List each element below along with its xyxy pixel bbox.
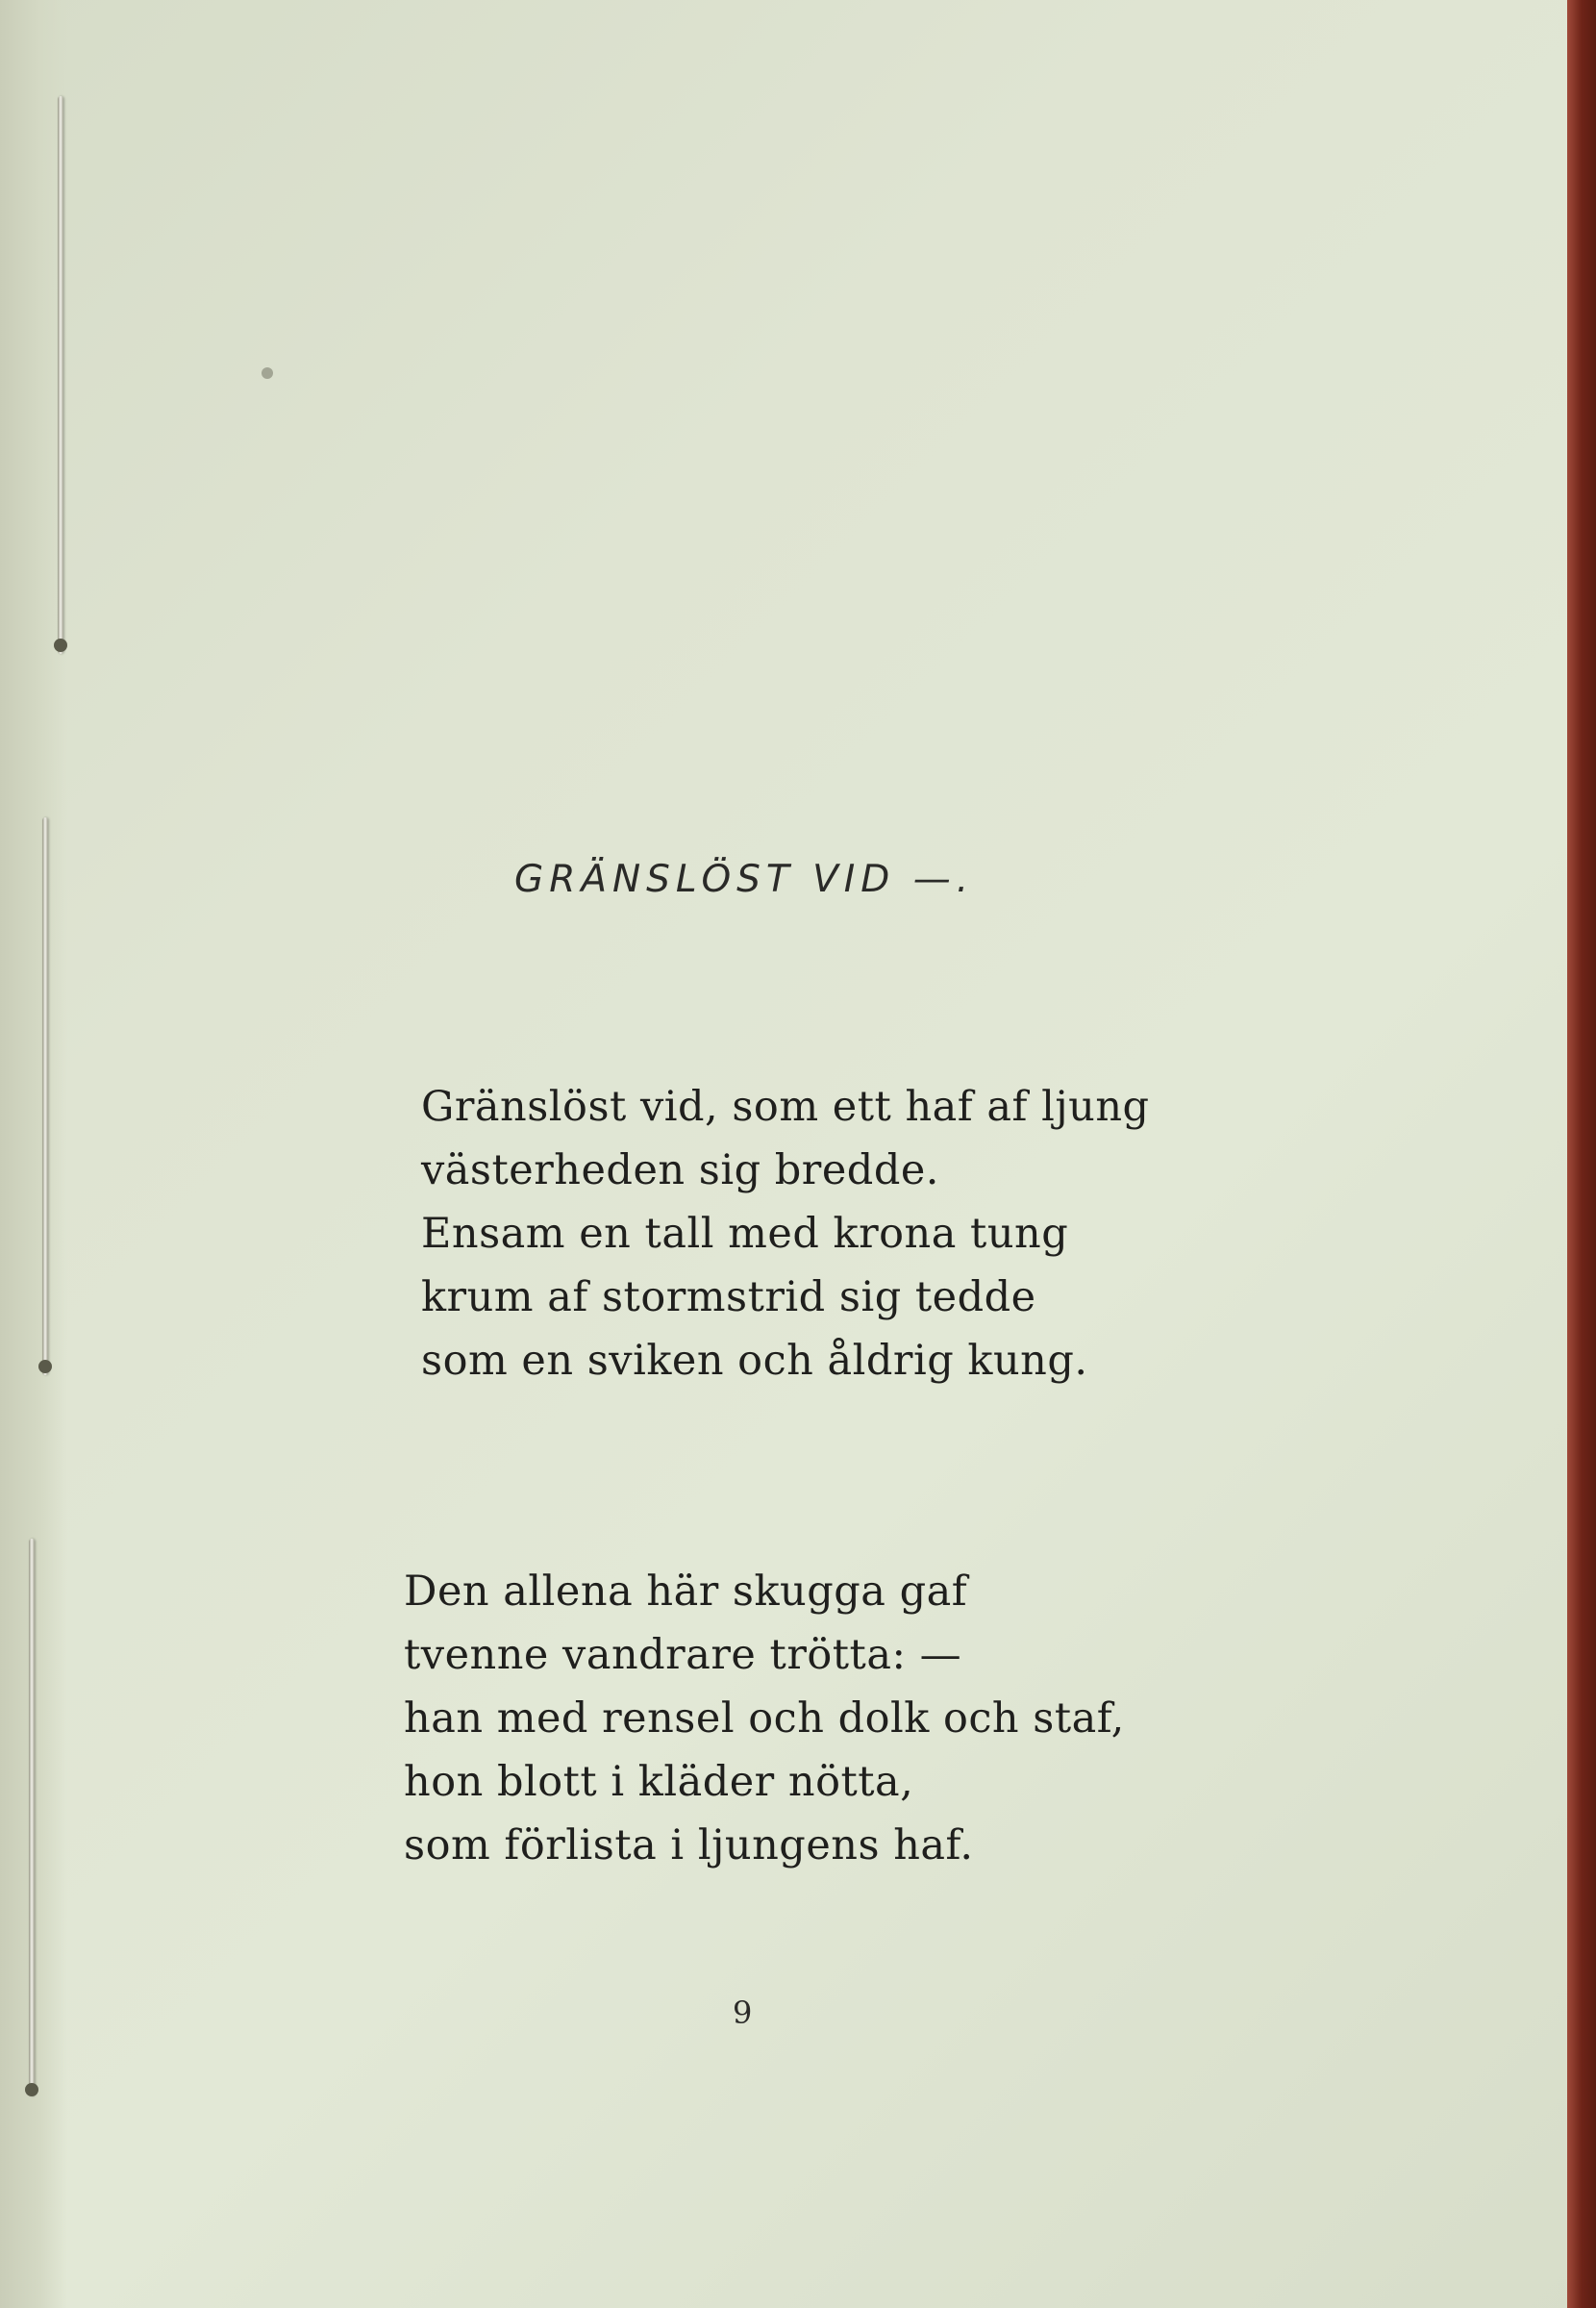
binding-stitch [42, 817, 48, 1375]
binding-stitch [58, 96, 63, 654]
page-number: 9 [733, 1994, 753, 2031]
poem-line: Gränslöst vid, som ett haf af ljung [421, 1083, 1150, 1131]
binding-stitch [29, 1539, 35, 2096]
poem-line: hon blott i kläder nötta, [404, 1758, 914, 1806]
poem-title: GRÄNSLÖST VID —. [514, 858, 975, 901]
poem-line: krum af stormstrid sig tedde [421, 1273, 1036, 1321]
poem-line: som en sviken och åldrig kung. [421, 1337, 1088, 1385]
poem-line: västerheden sig bredde. [421, 1146, 939, 1194]
stitch-hole [54, 639, 67, 652]
stanza-2 [404, 1560, 1125, 1877]
poem-line: tvenne vandrare trötta: — [404, 1631, 962, 1679]
paper-spot [262, 367, 273, 379]
poem-line: Den allena här skugga gaf [404, 1568, 968, 1616]
book-cover-edge [1567, 0, 1596, 2308]
stitch-hole [38, 1360, 52, 1373]
poem-line: som förlista i ljungens haf. [404, 1821, 974, 1869]
stitch-hole [25, 2083, 38, 2096]
poem-line: han med rensel och dolk och staf, [404, 1694, 1125, 1743]
poem-line: Ensam en tall med krona tung [421, 1210, 1069, 1258]
stanza-1 [421, 1075, 1150, 1392]
